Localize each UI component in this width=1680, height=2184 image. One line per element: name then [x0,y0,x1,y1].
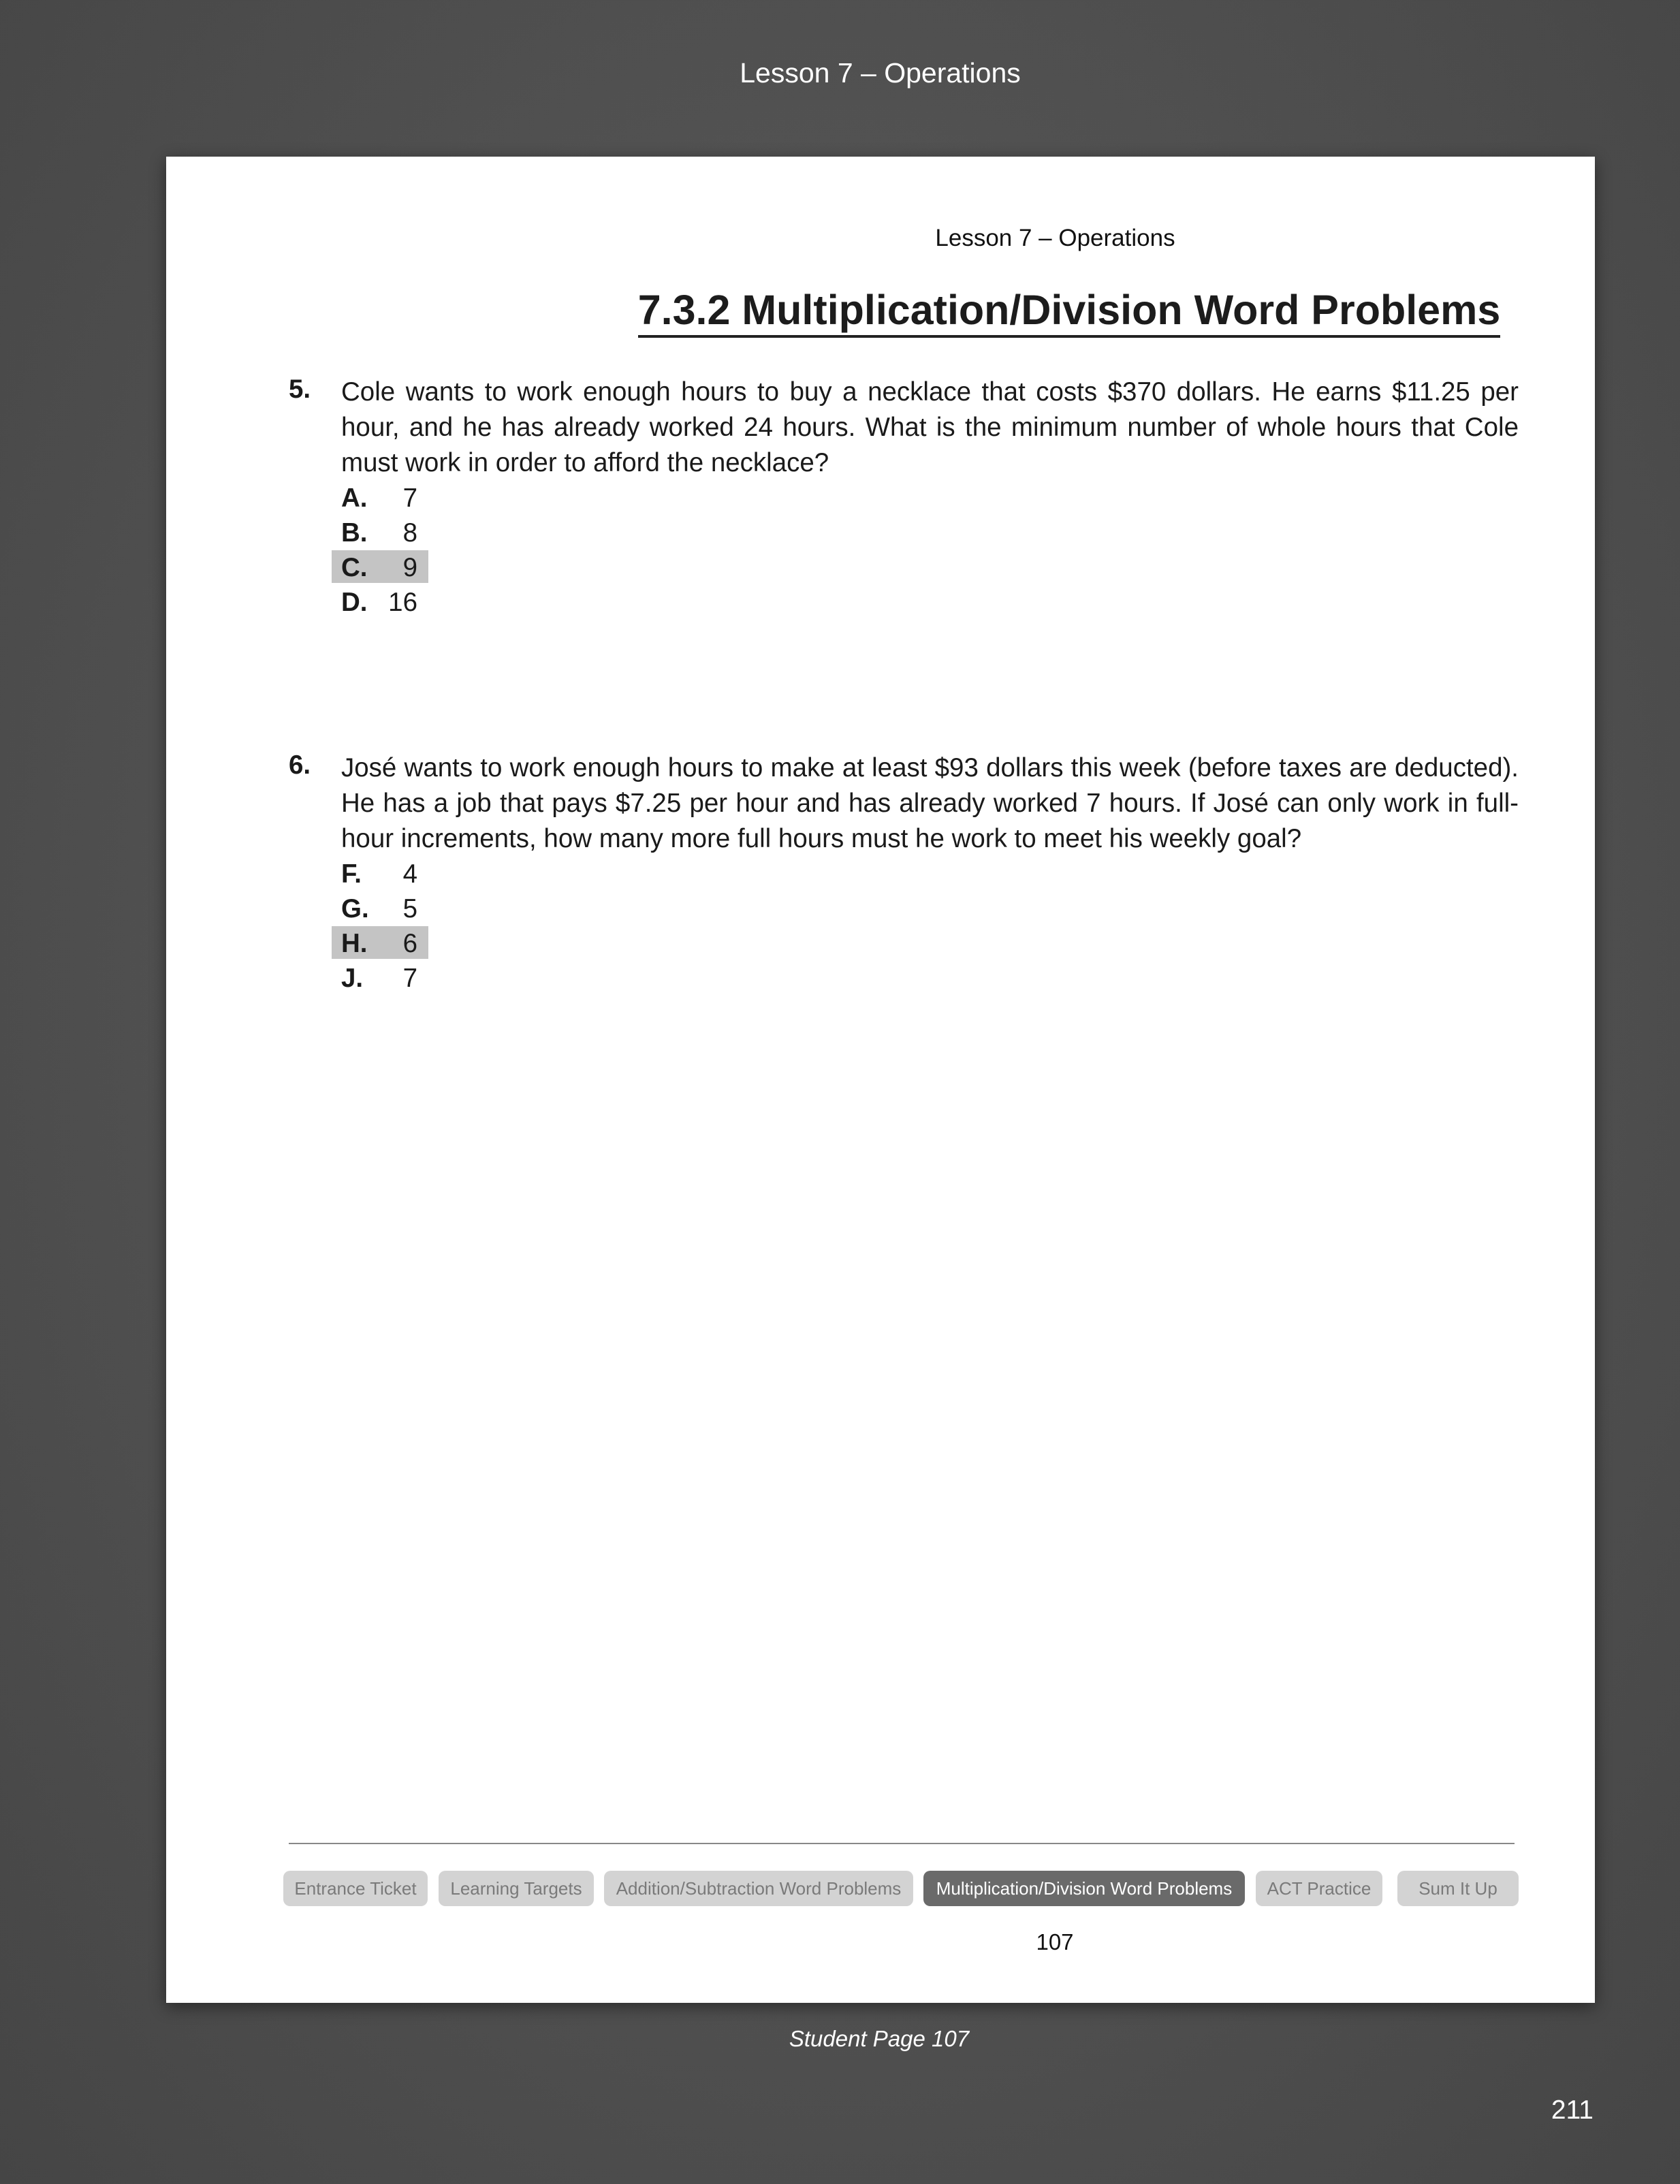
tab-learning-targets[interactable]: Learning Targets [439,1871,594,1906]
choice-value: 8 [402,518,417,548]
choice-letter: F. [341,859,362,889]
book-page-number: 211 [1551,2095,1594,2125]
choice-b[interactable] [341,516,1519,550]
choice-h[interactable] [341,926,1519,961]
choice-letter: G. [341,894,369,923]
question-number: 5. [289,375,311,404]
question-6 [289,750,1519,996]
answer-choices [341,857,1519,996]
choice-value: 7 [402,964,417,993]
tab-multiplication-division[interactable]: Multiplication/Division Word Problems [923,1871,1245,1906]
choice-letter: H. [341,929,368,958]
choice-value: 16 [388,588,417,617]
choice-j[interactable] [341,961,1519,996]
tab-entrance-ticket[interactable]: Entrance Ticket [283,1871,428,1906]
section-title: 7.3.2 Multiplication/Division Word Problems [638,286,1501,338]
page-header: Lesson 7 – Operations [740,57,1021,89]
choice-letter: C. [341,553,368,582]
answer-choices [341,481,1519,620]
footer-divider [289,1843,1515,1844]
section-title-wrap [166,286,1680,338]
tab-act-practice[interactable]: ACT Practice [1256,1871,1382,1906]
question-number: 6. [289,750,311,780]
choice-letter: J. [341,964,364,993]
question-text: Cole wants to work enough hours to buy a necklace that costs $370 dollars. He earns $11.25 per hour, and he has already worked 24 hours. What is the minimum number of whole hours that Cole must work in order to afford the necklace? [341,377,1519,477]
question-text: José wants to work enough hours to make at least $93 dollars this week (before taxes are deducted). He has a job that pays $7.25 per hour and has already worked 7 hours. If José can only work in full-hour increments, how many more full hours must he work to meet his weekly goal? [341,753,1519,853]
choice-a[interactable] [341,481,1519,516]
choice-value: 5 [402,894,417,923]
choice-g[interactable] [341,891,1519,926]
tab-addition-subtraction[interactable]: Addition/Subtraction Word Problems [604,1871,913,1906]
question-5 [289,375,1519,620]
section-nav [166,1871,1595,1906]
sheet-page-number: 107 [1036,1929,1074,1954]
choice-c[interactable] [341,550,1519,585]
choice-letter: A. [341,484,368,513]
tab-sum-it-up[interactable]: Sum It Up [1397,1871,1519,1906]
student-page-label: Student Page 107 [789,2026,970,2051]
choice-f[interactable] [341,857,1519,891]
choice-d[interactable] [341,585,1519,620]
worksheet-page [166,157,1595,2003]
choice-letter: D. [341,588,368,617]
choice-value: 6 [402,929,417,958]
choice-value: 7 [402,484,417,513]
lesson-label: Lesson 7 – Operations [935,225,1175,251]
choice-value: 9 [402,553,417,582]
choice-value: 4 [402,859,417,889]
choice-letter: B. [341,518,368,548]
